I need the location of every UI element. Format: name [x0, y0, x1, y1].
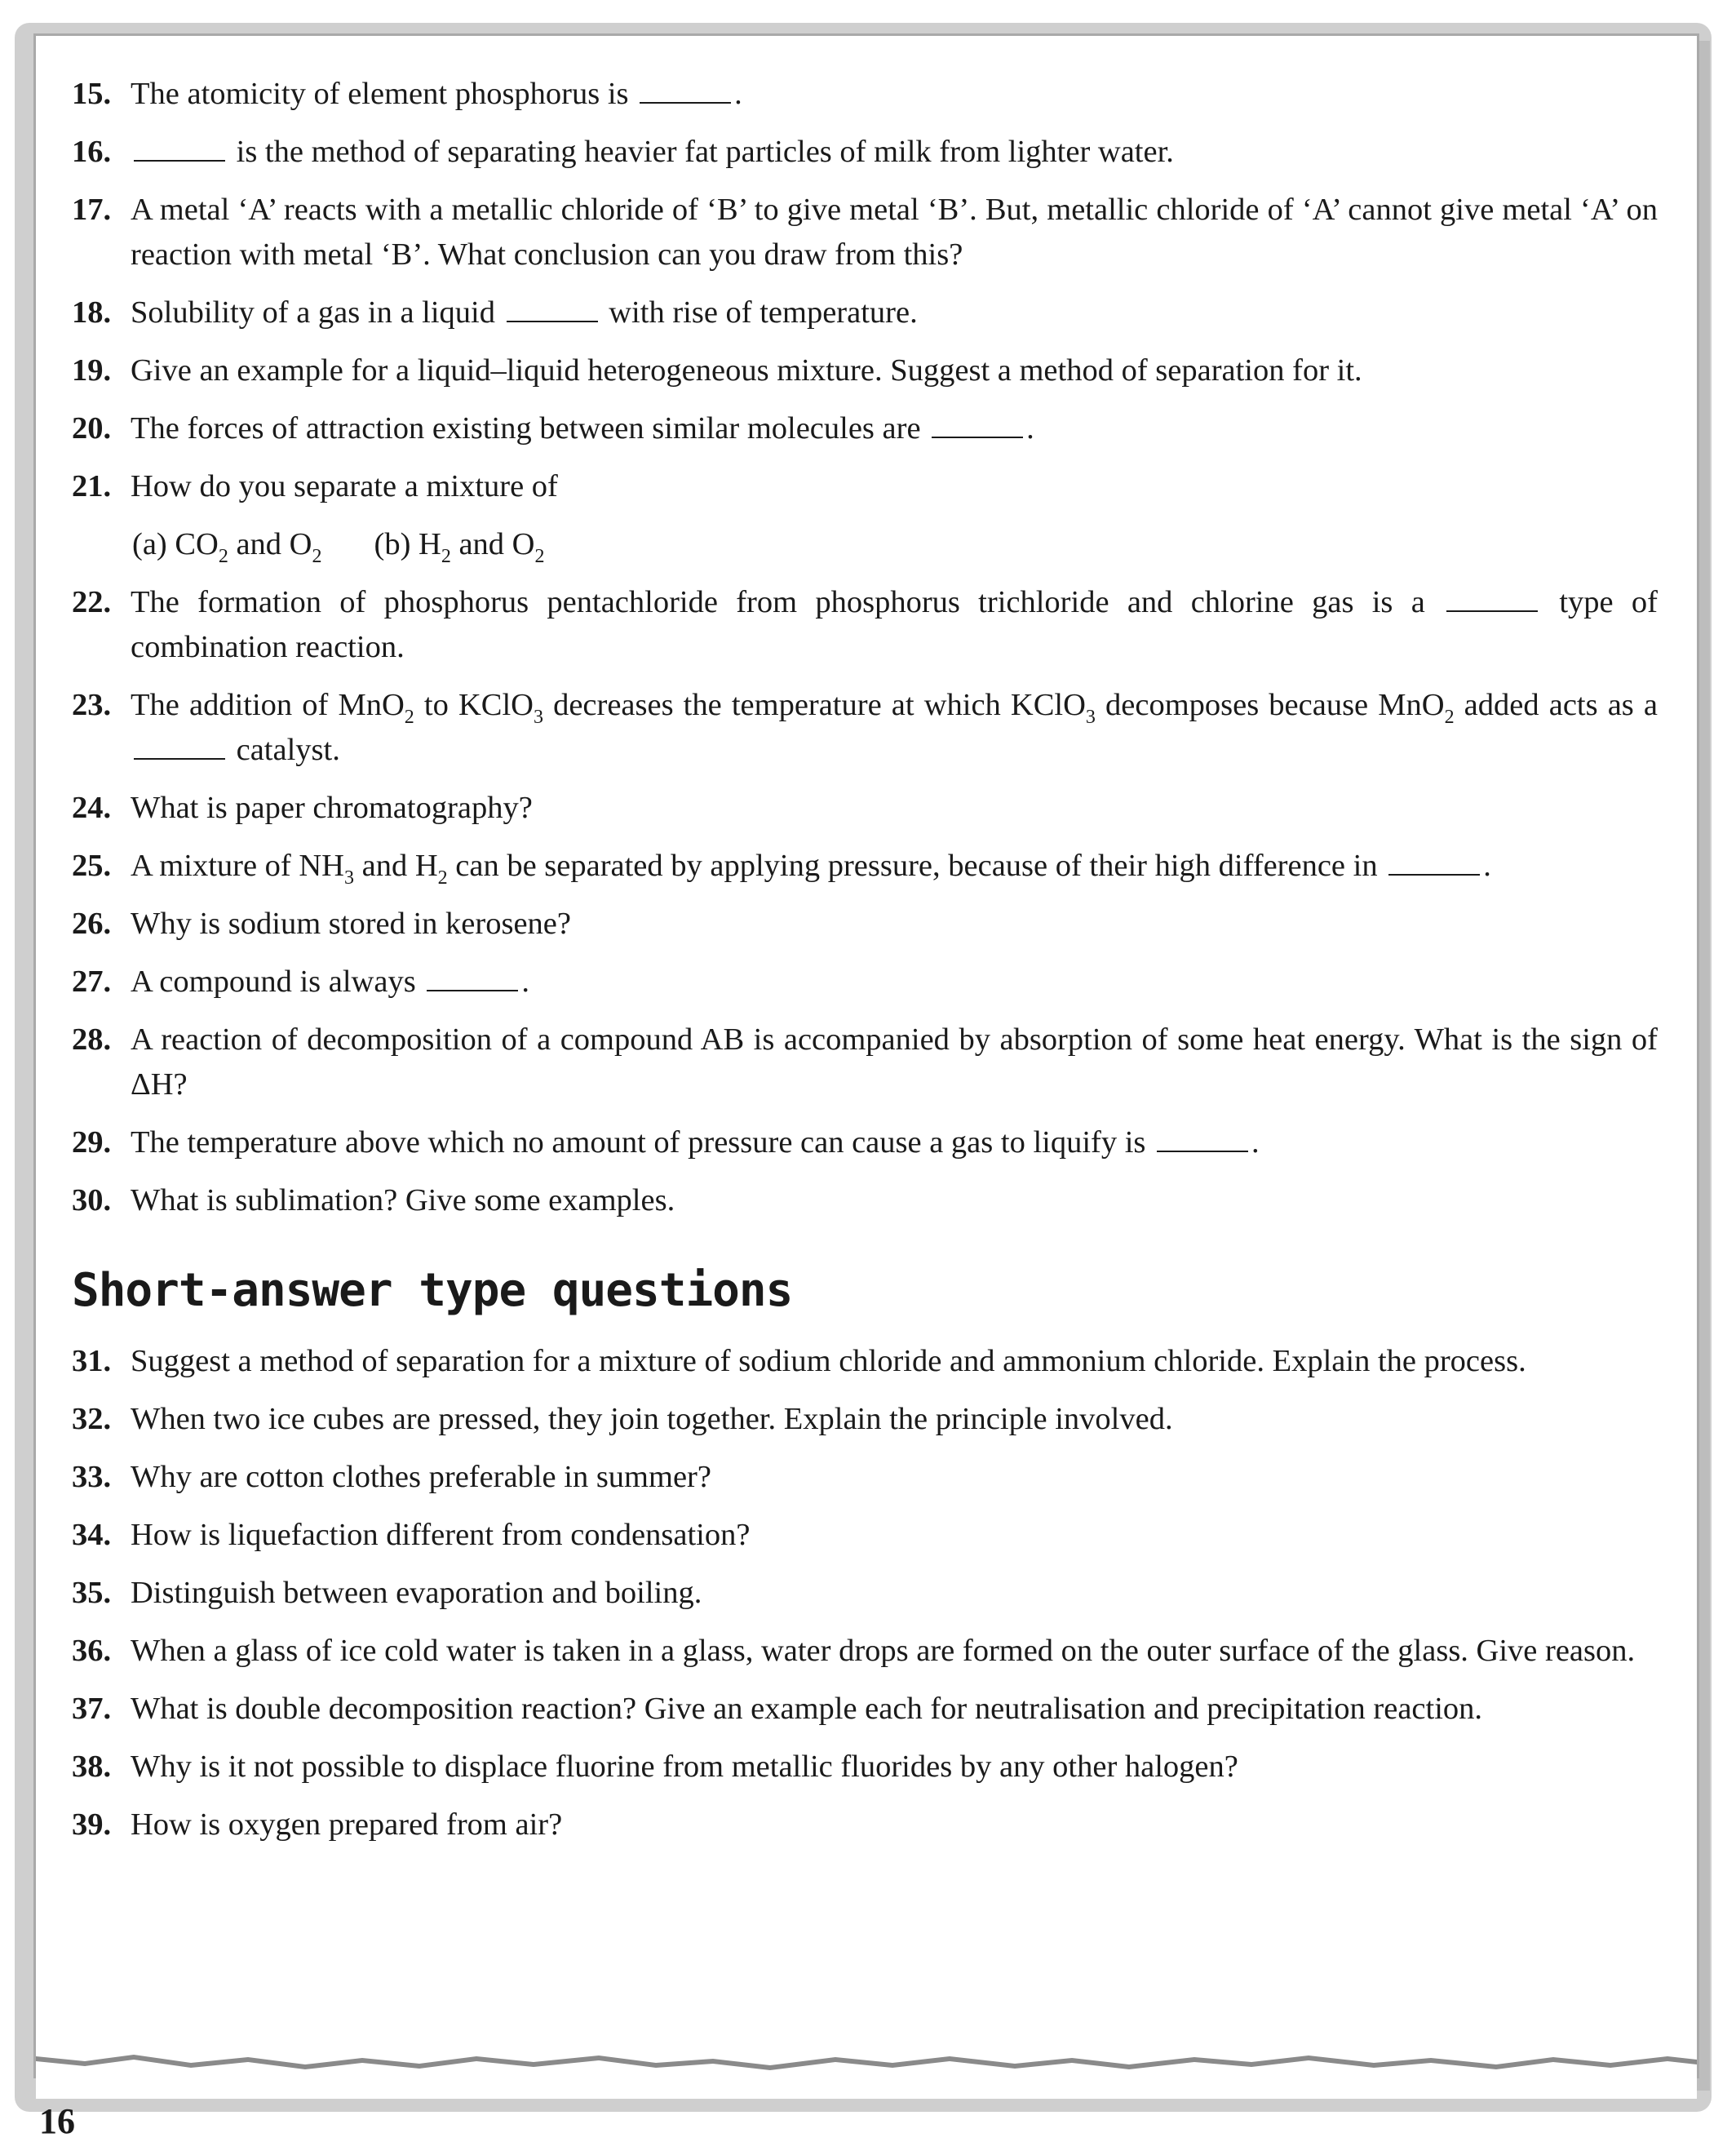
question-number: 31. [72, 1344, 112, 1378]
question-number: 20. [72, 411, 112, 446]
answer-blank [1388, 849, 1480, 876]
question-number: 28. [72, 1022, 112, 1057]
question-item [72, 1178, 1658, 1223]
question-number: 38. [72, 1750, 112, 1784]
question-item [72, 683, 1658, 773]
question-item [72, 1745, 1658, 1789]
question-number: 24. [72, 791, 112, 825]
question-item [72, 348, 1658, 393]
question-number: 35. [72, 1576, 112, 1610]
answer-blank [1157, 1126, 1248, 1152]
question-text: How is oxygen prepared from air? [131, 1807, 563, 1842]
question-item [72, 1018, 1658, 1107]
question-text: Why is sodium stored in kerosene? [131, 907, 571, 941]
question-text: A compound is always . [131, 965, 529, 999]
question-text: Give an example for a liquid–liquid heterogeneous mixture. Suggest a method of separation for it. [131, 353, 1362, 388]
question-number: 16. [72, 135, 112, 169]
question-text: The formation of phosphorus pentachloride from phosphorus trichloride and chlorine gas is a type of combination reaction. [131, 585, 1658, 664]
answer-blank [1446, 586, 1538, 612]
question-number: 21. [72, 469, 112, 503]
question-item [72, 902, 1658, 947]
question-number: 36. [72, 1634, 112, 1668]
subscript: 2 [441, 546, 451, 567]
question-number: 32. [72, 1402, 112, 1436]
question-number: 29. [72, 1125, 112, 1160]
question-item [72, 1629, 1658, 1674]
answer-blank [427, 965, 518, 991]
question-text: Why are cotton clothes preferable in summer? [131, 1460, 711, 1494]
question-item [72, 188, 1658, 277]
subscript: 3 [343, 867, 354, 889]
question-number: 26. [72, 907, 112, 941]
question-item [72, 1339, 1658, 1384]
question-item [72, 406, 1658, 451]
question-number: 25. [72, 849, 112, 883]
subscript: 2 [218, 546, 228, 567]
question-item [72, 844, 1658, 889]
answer-blank [134, 734, 225, 760]
question-text: Why is it not possible to displace fluorine from metallic fluorides by any other halogen? [131, 1750, 1238, 1784]
question-text: is the method of separating heavier fat particles of milk from lighter water. [131, 135, 1174, 169]
question-text: How do you separate a mixture of [131, 469, 558, 503]
question-text: What is sublimation? Give some examples. [131, 1183, 675, 1217]
question-item [72, 1455, 1658, 1500]
question-number: 37. [72, 1692, 112, 1726]
question-list-a [72, 72, 1658, 509]
question-text: What is paper chromatography? [131, 791, 533, 825]
question-item [72, 1803, 1658, 1847]
subscript: 2 [534, 546, 545, 567]
question-number: 19. [72, 353, 112, 388]
torn-page-edge [36, 2050, 1697, 2099]
answer-blank [640, 78, 731, 104]
question-text: A reaction of decomposition of a compound AB is accompanied by absorption of some heat energy. What is the sign of ΔH? [131, 1022, 1658, 1102]
subscript: 2 [312, 546, 322, 567]
question-content [72, 72, 1658, 1860]
question-item [72, 290, 1658, 335]
question-text: A metal ‘A’ reacts with a metallic chloride of ‘B’ to give metal ‘B’. But, metallic chloride of ‘A’ cannot give metal ‘A’ on reaction with metal ‘B’. What conclusion can you draw from this? [131, 193, 1658, 272]
question-text: The temperature above which no amount of pressure can cause a gas to liquify is . [131, 1125, 1260, 1160]
question-number: 17. [72, 193, 112, 227]
question-number: 39. [72, 1807, 112, 1842]
subscript: 2 [1444, 707, 1455, 728]
question-number: 18. [72, 295, 112, 330]
question-item [72, 1571, 1658, 1616]
subscript: 2 [437, 867, 448, 889]
question-number: 30. [72, 1183, 112, 1217]
question-text: What is double decomposition reaction? Give an example each for neutralisation and precipitation reaction. [131, 1692, 1483, 1726]
question-item [72, 960, 1658, 1004]
question-text: Distinguish between evaporation and boiling. [131, 1576, 702, 1610]
option-item: (b) $H_2$ and $O_2$ [374, 527, 545, 567]
question-list-c [72, 1339, 1658, 1847]
question-text: Solubility of a gas in a liquid with rise of temperature. [131, 295, 918, 330]
question-number: 15. [72, 77, 112, 111]
question-item [72, 464, 1658, 509]
option-item: (a) $CO_2$ and $O_2$ [132, 527, 322, 567]
question-text: When a glass of ice cold water is taken in a glass, water drops are formed on the outer surface of the glass. Give reason. [131, 1634, 1636, 1668]
question-item [72, 580, 1658, 670]
question-text: When two ice cubes are pressed, they join together. Explain the principle involved. [131, 1402, 1173, 1436]
question-text: The addition of MnO$_2$ to KClO$_3$ decreases the temperature at which KClO$_3$ decomposes because MnO$_2$ added acts as a catalyst. [131, 688, 1658, 767]
question-number: 22. [72, 585, 112, 619]
answer-blank [507, 296, 598, 322]
question-text: Suggest a method of separation for a mixture of sodium chloride and ammonium chloride. Explain the process. [131, 1344, 1526, 1378]
question-number: 27. [72, 965, 112, 999]
question-item [72, 130, 1658, 175]
answer-blank [134, 135, 225, 162]
question-text: The atomicity of element phosphorus is . [131, 77, 742, 111]
question-item [72, 786, 1658, 831]
subscript: 2 [404, 707, 414, 728]
question-list-b [72, 580, 1658, 1223]
question-text: A mixture of $NH_3$ and $H_2$ can be separated by applying pressure, because of their high difference in . [131, 849, 1491, 889]
question-number: 33. [72, 1460, 112, 1494]
question-item [72, 1513, 1658, 1558]
question-item [72, 1120, 1658, 1165]
subscript: 3 [1085, 707, 1096, 728]
question-item [72, 1397, 1658, 1442]
question-text: How is liquefaction different from condensation? [131, 1518, 751, 1552]
subscript: 3 [533, 707, 543, 728]
question-item [72, 1687, 1658, 1732]
question-item [72, 72, 1658, 117]
question-number: 34. [72, 1518, 112, 1552]
section-heading: Short-answer type questions [72, 1264, 793, 1317]
page-number: 16 [39, 2101, 75, 2141]
q21-options [72, 522, 1658, 567]
answer-blank [932, 412, 1023, 438]
question-text: The forces of attraction existing between similar molecules are . [131, 411, 1034, 446]
question-number: 23. [72, 688, 112, 722]
